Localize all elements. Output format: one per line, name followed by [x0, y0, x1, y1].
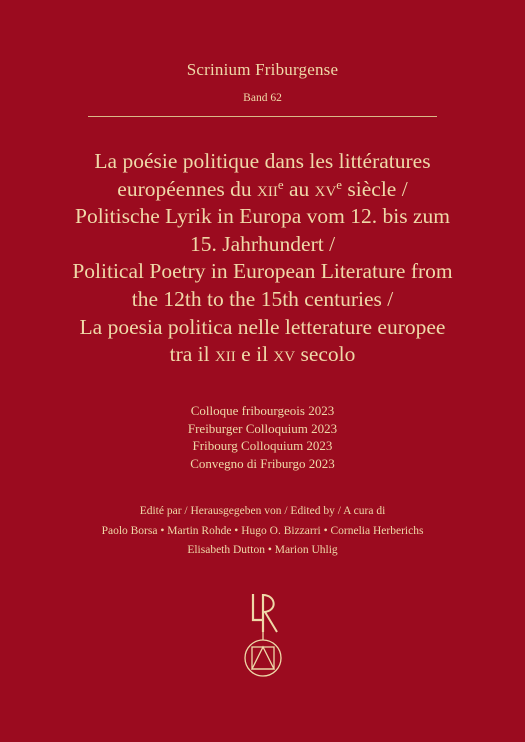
volume-number: Band 62	[243, 92, 282, 104]
series-title: Scrinium Friburgense	[186, 60, 339, 79]
editors-block	[0, 502, 525, 561]
title-line: La poésie politique dans les littératures	[94, 149, 431, 173]
century-numeral: xv	[273, 342, 296, 367]
editors-intro: Edité par / Herausgegeben von / Edited by / A cura di	[139, 505, 386, 517]
title-line: 15. Jahrhundert /	[189, 231, 336, 256]
title-line	[40, 341, 485, 369]
title-text: tra il	[169, 342, 215, 367]
ordinal-suffix: e	[336, 177, 343, 192]
colloquium-line: Colloque fribourgeois 2023	[190, 403, 335, 418]
title-line: the 12th to the 15th centuries /	[131, 286, 394, 311]
colloquium-line: Freiburger Colloquium 2023	[187, 420, 338, 436]
title-line: La poesia politica nelle letterature europee	[79, 314, 446, 339]
editors-names: Elisabeth Dutton • Marion Uhlig	[187, 544, 338, 556]
title-text: siècle /	[342, 176, 408, 201]
title-line	[40, 176, 485, 204]
divider	[88, 116, 437, 117]
publisher-monogram-icon	[226, 588, 300, 682]
colloquium-line: Fribourg Colloquium 2023	[192, 438, 333, 453]
title-text: e il	[235, 342, 274, 367]
title-line: Politische Lyrik in Europa vom 12. bis zum	[74, 204, 451, 229]
title-text: au	[283, 176, 315, 201]
book-title	[40, 148, 485, 369]
title-line: Political Poetry in European Literature from	[72, 259, 453, 284]
century-numeral: xv	[314, 176, 337, 201]
editors-names: Paolo Borsa • Martin Rohde • Hugo O. Bizzarri • Cornelia Herberichs	[101, 524, 424, 537]
century-numeral: xii	[214, 342, 236, 367]
title-text: secolo	[295, 342, 356, 367]
title-text: européennes du	[117, 176, 257, 201]
century-numeral: xii	[257, 176, 278, 201]
ordinal-suffix: e	[277, 177, 284, 192]
colloquium-line: Convegno di Friburgo 2023	[190, 455, 335, 471]
colloquium-list	[0, 402, 525, 472]
